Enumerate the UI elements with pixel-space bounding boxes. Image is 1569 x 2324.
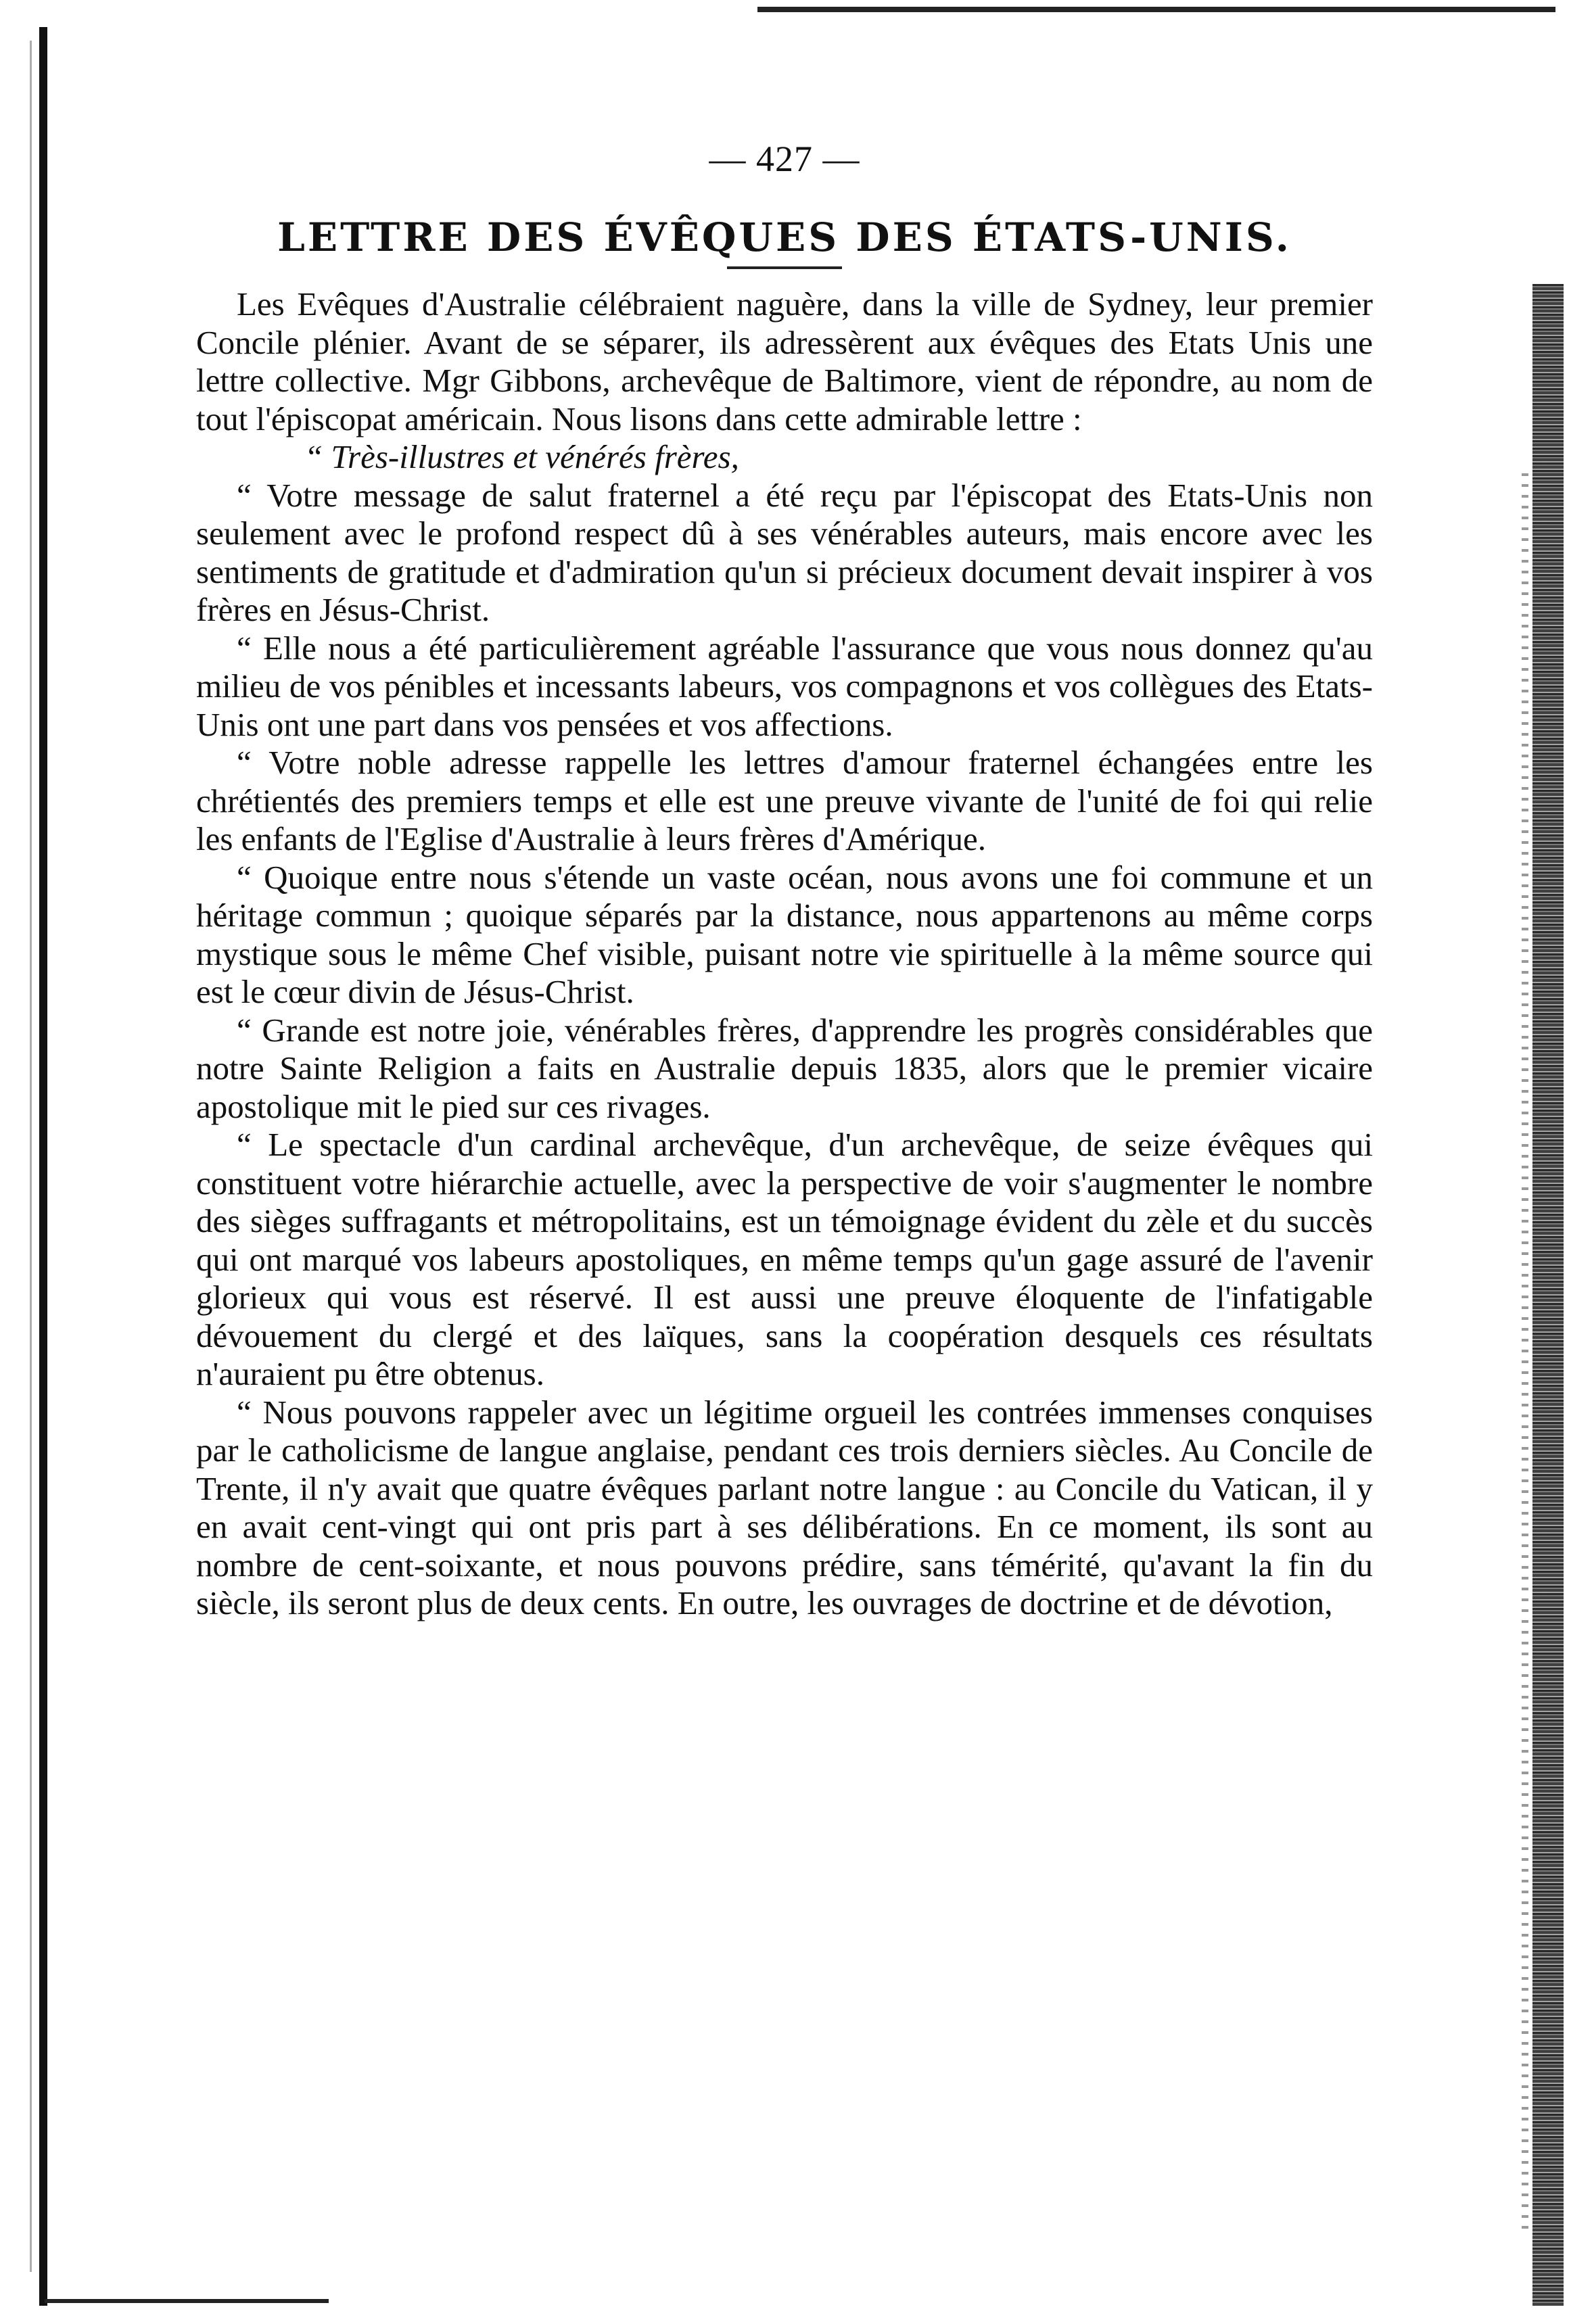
letter-paragraph: “ Grande est notre joie, vénérables frères, d'apprendre les progrès considérables que notre Sainte Religion a faits en Australie depuis 1835, alors que le premier vicaire apostolique mit le pied sur ces rivages.: [196, 1011, 1373, 1125]
scan-left-shadow: [30, 41, 32, 2272]
letter-paragraph: “ Quoique entre nous s'étende un vaste océan, nous avons une foi commune et un héritage commun ; quoique séparés par la distance, nous appartenons au même corps mystique sous le même Chef visible, puisant notre vie spirituelle à la même source qui est le cœur divin de Jésus-Christ.: [196, 858, 1373, 1010]
page-content: [196, 135, 1373, 1623]
scan-right-noise: [1522, 473, 1528, 2231]
scan-left-border: [39, 27, 47, 2306]
letter-paragraph: “ Votre message de salut fraternel a été reçu par l'épiscopat des Etats-Unis non seulement avec le profond respect dû à ses vénérables auteurs, mais encore avec les sentiments de gratitude et d'admiration qu'un si précieux document devait inspirer à vos frères en Jésus-Christ.: [196, 476, 1373, 628]
page-number: — 427 —: [709, 139, 860, 179]
intro-paragraph: Les Evêques d'Australie célébraient naguère, dans la ville de Sydney, leur premier Concile plénier. Avant de se séparer, ils adressèrent aux évêques des Etats Unis une lettre collective. Mgr Gibbons, archevêque de Baltimore, vient de répondre, au nom de tout l'épiscopat américain. Nous lisons dans cette admirable lettre :: [196, 285, 1373, 437]
letter-paragraph: “ Le spectacle d'un cardinal archevêque, d'un archevêque, de seize évêques qui constituent votre hiérarchie actuelle, avec la perspective de voir s'augmenter le nombre des sièges suffragants et métropolitains, est un témoignage évident du zèle et du succès qui ont marqué vos labeurs apostoliques, en même temps qu'un gage assuré de l'avenir glorieux qui vous est réservé. Il est aussi une preuve éloquente de l'infatigable dévouement du clergé et des laïques, sans la coopération desquels ces résultats n'auraient pu être obtenus.: [196, 1126, 1373, 1392]
letter-salutation: “ Très-illustres et vénérés frères,: [304, 438, 739, 475]
title-divider: [727, 266, 842, 269]
page-title: LETTRE DES ÉVÊQUES DES ÉTATS-UNIS.: [277, 214, 1292, 260]
scan-right-edge: [1532, 284, 1564, 2306]
letter-paragraph: “ Elle nous a été particulièrement agréable l'assurance que vous nous donnez qu'au milieu de vos pénibles et incessants labeurs, vos compagnons et vos collègues des Etats-Unis ont une part dans vos pensées et vos affections.: [196, 629, 1373, 743]
letter-paragraph: “ Votre noble adresse rappelle les lettres d'amour fraternel échangées entre les chrétientés des premiers temps et elle est une preuve vivante de l'unité de foi qui relie les enfants de l'Eglise d'Australie à leurs frères d'Amérique.: [196, 744, 1373, 857]
scan-bottom-border: [45, 2299, 329, 2303]
letter-paragraph: “ Nous pouvons rappeler avec un légitime orgueil les contrées immenses conquises par le catholicisme de langue anglaise, pendant ces trois derniers siècles. Au Concile de Trente, il n'y avait que quatre évêques parlant notre langue : au Concile du Vatican, il y en avait cent-vingt qui ont pris part à ses délibérations. En ce moment, ils sont au nombre de cent-soixante, et nous pouvons prédire, sans témérité, qu'avant la fin du siècle, ils seront plus de deux cents. En outre, les ouvrages de doctrine et de dévotion,: [196, 1393, 1373, 1621]
scan-top-border: [757, 7, 1555, 12]
